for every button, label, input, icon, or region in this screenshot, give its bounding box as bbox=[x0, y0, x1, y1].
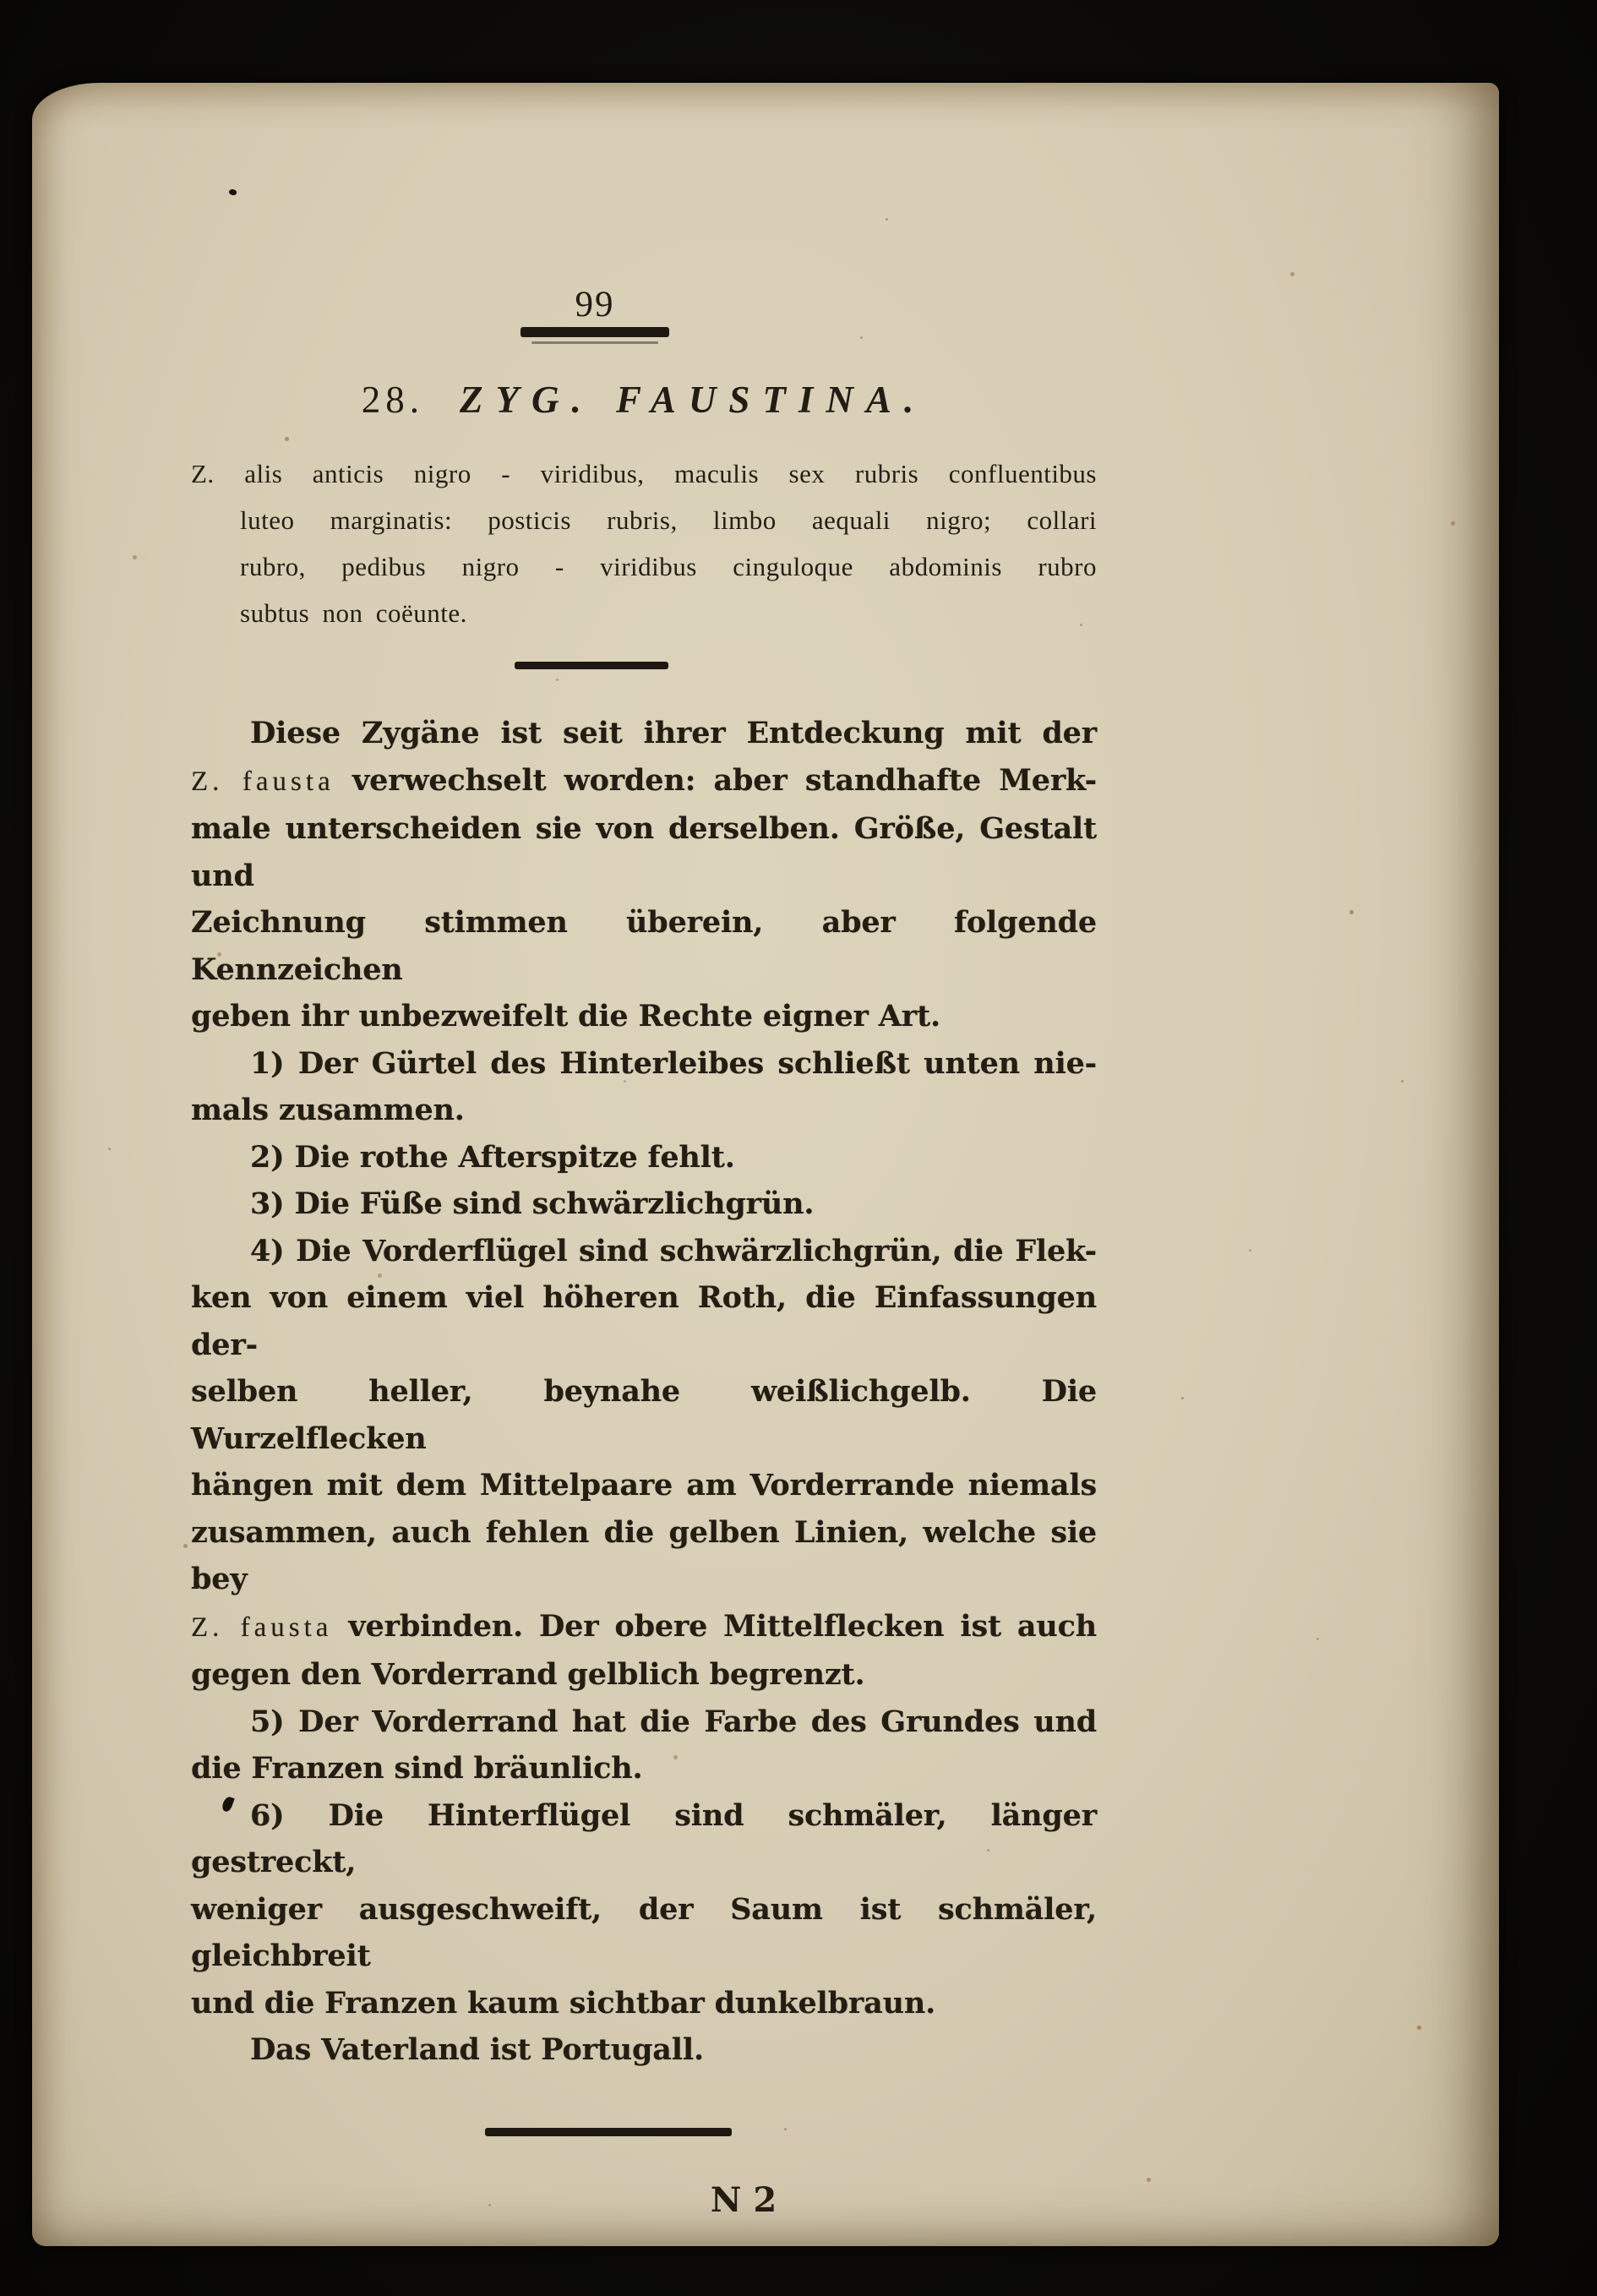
text-line: die Franzen sind bräunlich. bbox=[191, 1751, 643, 1786]
text-line: 2) Die rothe Afterspitze fehlt. bbox=[250, 1139, 735, 1175]
text-line: Diese Zygäne ist seit ihrer Entdeckung mit der bbox=[250, 716, 1097, 750]
species-name-roman: Z. fausta bbox=[191, 766, 335, 797]
text-line: Das Vaterland ist Portugall. bbox=[250, 2032, 704, 2067]
book-page bbox=[32, 83, 1499, 2246]
section-divider-rule bbox=[515, 662, 668, 669]
text-line: weniger ausgeschweift, der Saum ist schmäler, gleichbreit bbox=[191, 1891, 1097, 1973]
latin-line: rubro, pedibus nigro - viridibus cinguloque abdominis rubro bbox=[240, 552, 1097, 581]
species-name-roman: Z. fausta bbox=[191, 1612, 333, 1643]
page-header bbox=[142, 284, 1048, 344]
signature-mark: N 2 bbox=[710, 2179, 777, 2220]
page-number-rule-echo bbox=[531, 341, 658, 344]
text-line: hängen mit dem Mittelpaare am Vorderrande niemals bbox=[191, 1468, 1097, 1502]
text-line: und die Franzen kaum sichtbar dunkelbraun. bbox=[191, 1985, 936, 2021]
page-number-rule bbox=[521, 327, 669, 337]
text-line: selben heller, beynahe weißlichgelb. Die Wurzelflecken bbox=[191, 1374, 1097, 1456]
text-line: geben ihr unbezweifelt die Rechte eigner Art. bbox=[191, 999, 940, 1033]
text-column bbox=[191, 284, 1097, 2220]
text-line: 3) Die Füße sind schwärzlichgrün. bbox=[250, 1186, 815, 1221]
paper-texture bbox=[32, 83, 35, 85]
german-description bbox=[191, 710, 1097, 2074]
text-line: gegen den Vorderrand gelblich begrenzt. bbox=[191, 1657, 865, 1692]
ink-speck bbox=[228, 188, 237, 196]
text-line: Z. fausta verbinden. Der obere Mittelflecken ist auch bbox=[191, 1608, 1097, 1644]
latin-line: Z. alis anticis nigro - viridibus, maculis sex rubris confluentibus bbox=[191, 459, 1097, 488]
text-line: zusammen, auch fehlen die gelben Linien, welche sie bey bbox=[191, 1514, 1097, 1596]
text-line: 5) Der Vorderrand hat die Farbe des Grundes und bbox=[250, 1704, 1097, 1739]
text-line: 1) Der Gürtel des Hinterleibes schließt unten nie- bbox=[250, 1045, 1097, 1081]
text-line: Z. fausta verwechselt worden: aber standhafte Merk- bbox=[191, 762, 1098, 798]
species-title: ZYG. FAUSTINA. bbox=[460, 379, 927, 421]
latin-line: subtus non coëunte. bbox=[240, 598, 467, 628]
text-line: Zeichnung stimmen überein, aber folgende Kennzeichen bbox=[191, 905, 1097, 987]
text-line: male unterscheiden sie von derselben. Größe, Gestalt und bbox=[191, 811, 1097, 893]
latin-diagnosis bbox=[191, 450, 1097, 636]
text-line: 6) Die Hinterflügel sind schmäler, länger gestreckt, bbox=[191, 1797, 1097, 1879]
species-heading bbox=[191, 378, 1097, 422]
species-number: 28. bbox=[361, 379, 425, 421]
page-number: 99 bbox=[575, 285, 615, 324]
text-line: 4) Die Vorderflügel sind schwärzlichgrün, die Flek- bbox=[250, 1233, 1097, 1268]
text-line: ken von einem viel höheren Roth, die Einfassungen der- bbox=[191, 1280, 1097, 1362]
end-divider-rule bbox=[485, 2128, 732, 2136]
latin-line: luteo marginatis: posticis rubris, limbo aequali nigro; collari bbox=[240, 505, 1097, 535]
text-line: mals zusammen. bbox=[191, 1093, 465, 1127]
